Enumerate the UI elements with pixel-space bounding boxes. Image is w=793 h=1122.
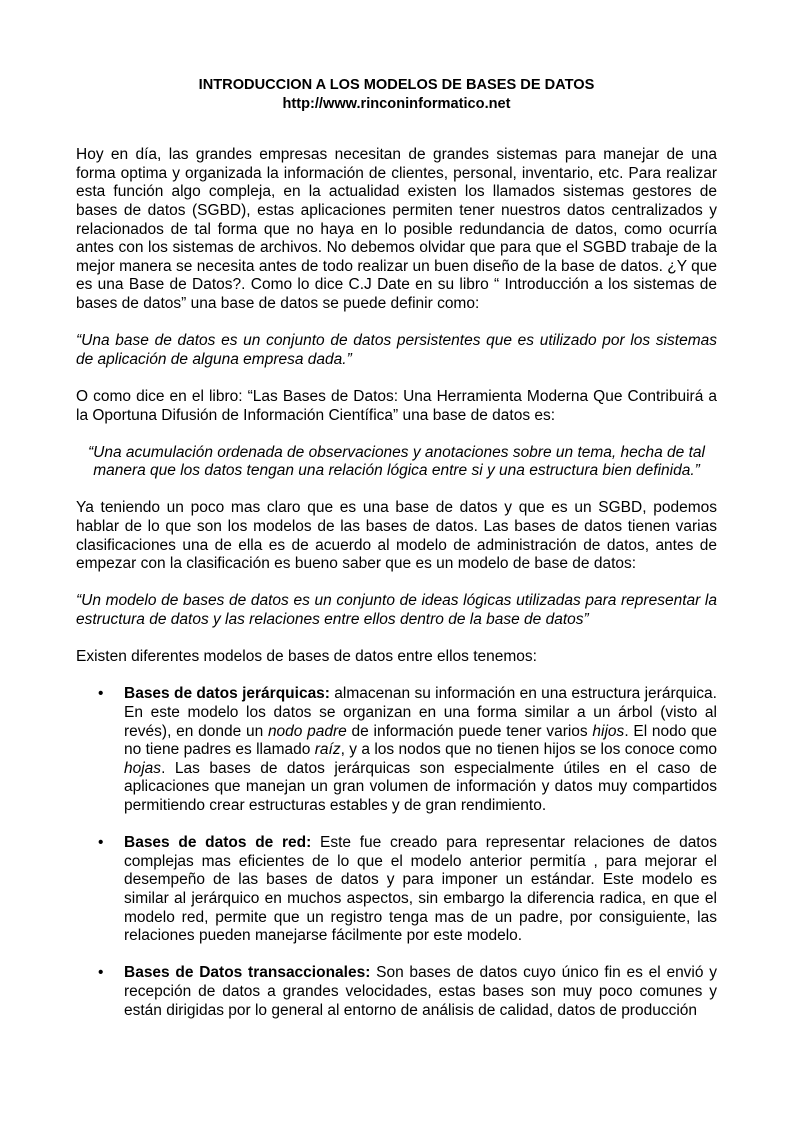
- quote-date-definition: “Una base de datos es un conjunto de datos persistentes que es utilizado por los sistemas de aplicación de alguna empresa dada.”: [76, 332, 717, 368]
- text-segment: de información puede tener varios: [346, 722, 593, 740]
- term-hierarchical: Bases de datos jerárquicas:: [124, 685, 330, 703]
- list-item-transactional: [98, 964, 717, 1020]
- bullet-icon: •: [98, 685, 104, 703]
- title-spacer: [76, 113, 717, 146]
- document-url[interactable]: http://www.rinconinformatico.net: [282, 95, 511, 112]
- models-intro-paragraph: Ya teniendo un poco mas claro que es una base de datos y que es un SGBD, podemos hablar de lo que son los modelos de las bases de datos. Las bases de datos tienen varias clasificaciones una de ella es de acuerdo al modelo de administración de datos, antes de empezar con la clasificación es bueno saber que es un modelo de base de datos:: [76, 499, 717, 573]
- document-title: INTRODUCCION A LOS MODELOS DE BASES DE DATOS: [198, 77, 595, 93]
- second-definition-paragraph: O como dice en el libro: “Las Bases de Datos: Una Herramienta Moderna Que Contribuirá a la Oportuna Difusión de Información Científica” una base de datos es:: [76, 387, 717, 424]
- quote-accumulation-definition: “Una acumulación ordenada de observaciones y anotaciones sobre un tema, hecha de tal manera que los datos tengan una relación lógica entre si y una estructura bien definida.”: [88, 443, 705, 480]
- quote-model-definition: “Un modelo de bases de datos es un conjunto de ideas lógicas utilizadas para representar la estructura de datos y las relaciones entre ellos dentro de la base de datos”: [76, 592, 717, 629]
- term-hojas: hojas: [124, 759, 162, 777]
- text-segment: Este fue creado para representar relaciones de datos complejas mas eficientes de lo que el modelo anterior permitía , para mejorar el desempeño de las bases de datos y para imponer un estándar. Este modelo es similar al jerárquico en muchos aspectos, sin embargo la diferencia radica, en que el modelo red, permite que un registro tenga mas de un padre, por consiguiente, las relaciones pueden manejarse fácilmente por este modelo.: [124, 834, 717, 945]
- models-list: [76, 685, 717, 1020]
- document-page: [76, 76, 717, 1039]
- intro-paragraph: Hoy en día, las grandes empresas necesitan de grandes sistemas para manejar de una forma optima y organizada la información de clientes, personal, inventario, etc. Para realizar esta función algo compleja, en la actualidad existen los llamados sistemas gestores de bases de datos (SGBD), estas aplicaciones permiten tener nuestros datos centralizados y relacionados de tal forma que no haya en lo posible redundancia de datos, como ocurría antes con los sistemas de archivos. No debemos olvidar que para que el SGBD trabaje de la mejor manera se necesita antes de todo realizar un buen diseño de la base de datos. ¿Y que es una Base de Datos?. Como lo dice C.J Date en su libro “ Introducción a los sistemas de bases de datos” una base de datos se puede definir como:: [76, 146, 717, 312]
- text-segment: . El nodo que no tiene padres es llamado: [124, 722, 717, 759]
- text-segment: . Las bases de datos jerárquicas son especialmente útiles en el caso de aplicaciones que manejan un gran volumen de información y datos muy compartidos permitiendo crear estructuras estables y de gran rendimiento.: [124, 759, 717, 814]
- bullet-icon: •: [98, 964, 104, 982]
- text-segment: Son bases de datos cuyo único fin es el envió y recepción de datos a grandes velocidades, estas bases son muy poco comunes y están dirigidas por lo general al entorno de análisis de calidad, datos de producción: [124, 964, 717, 1019]
- list-item-hierarchical: [98, 685, 717, 815]
- text-segment: almacenan su información en una estructura jerárquica. En este modelo los datos se organizan en una forma similar a un árbol (visto al revés), en donde un: [124, 685, 717, 740]
- term-raiz: raíz: [314, 741, 341, 759]
- list-item-network: [98, 834, 717, 946]
- term-hijos: hijos: [592, 722, 625, 740]
- text-segment: , y a los nodos que no tienen hijos se los conoce como: [340, 741, 717, 759]
- term-nodo-padre: nodo padre: [267, 722, 347, 740]
- term-network: Bases de datos de red:: [124, 834, 312, 852]
- term-transactional: Bases de Datos transaccionales:: [124, 964, 371, 982]
- bullet-icon: •: [98, 834, 104, 852]
- models-list-intro: Existen diferentes modelos de bases de datos entre ellos tenemos:: [76, 648, 537, 666]
